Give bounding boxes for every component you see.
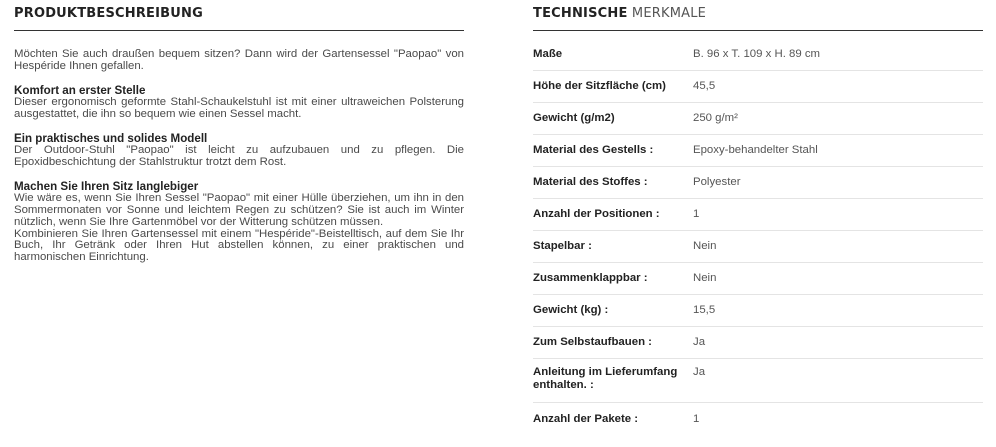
spec-label: Anzahl der Positionen : [533, 208, 660, 220]
spec-label: Maße [533, 48, 563, 60]
spec-label: Zum Selbstaufbauen : [533, 336, 652, 348]
spec-value: 250 g/m² [693, 112, 738, 124]
product-description-title: PRODUKTBESCHREIBUNG [14, 6, 203, 21]
description-block-text: Der Outdoor-Stuhl "Paopao" ist leicht zu aufzubauen und zu pflegen. Die Epoxidbeschichtung der Stahlstruktur trotzt dem Rost. [14, 144, 464, 168]
description-block-title: Komfort an erster Stelle [14, 83, 146, 97]
spec-row-stackable [533, 231, 983, 263]
spec-row-instructions-included [533, 359, 983, 403]
spec-label: Stapelbar : [533, 240, 592, 252]
description-block-title: Ein praktisches und solides Modell [14, 131, 208, 145]
spec-value: B. 96 x T. 109 x H. 89 cm [693, 48, 821, 60]
spec-value: 45,5 [693, 80, 716, 92]
spec-value: Ja [693, 366, 706, 378]
specs-table [533, 39, 983, 435]
spec-value: Nein [693, 240, 717, 252]
spec-row-positions [533, 199, 983, 231]
description-block-comfort [14, 85, 464, 121]
spec-row-dimensions [533, 39, 983, 71]
spec-label: Gewicht (kg) : [533, 304, 609, 316]
spec-value: 15,5 [693, 304, 716, 316]
technical-specs-heading [533, 0, 983, 31]
product-description-section [14, 0, 464, 264]
product-description-heading [14, 0, 464, 31]
spec-row-package-count [533, 403, 983, 435]
spec-value: Epoxy-behandelter Stahl [693, 144, 818, 156]
spec-label: Anzahl der Pakete : [533, 412, 639, 425]
spec-value: Polyester [693, 176, 741, 188]
description-block-text-2: Kombinieren Sie Ihren Gartensessel mit einem "Hespéride"-Beistelltisch, auf dem Sie Ihr Buch, Ihr Getränk oder Ihren Hut abstellen können, zu einer praktischen und harmonischen Einrichtung. [14, 227, 464, 264]
spec-label: Gewicht (g/m2) [533, 112, 615, 124]
technical-specs-section [533, 0, 983, 435]
spec-value: 1 [693, 208, 700, 220]
spec-label: Höhe der Sitzfläche (cm) [533, 80, 666, 92]
description-block-durability [14, 181, 464, 264]
spec-label: Material des Stoffes : [533, 176, 648, 188]
spec-value: 1 [693, 412, 700, 425]
spec-label: Zusammenklappbar : [533, 272, 648, 284]
spec-row-seat-height [533, 71, 983, 103]
spec-row-foldable [533, 263, 983, 295]
spec-row-fabric-weight [533, 103, 983, 135]
technical-specs-title-strong: TECHNISCHE [533, 6, 628, 21]
description-block-text: Wie wäre es, wenn Sie Ihren Sessel "Paopao" mit einer Hülle überziehen, um ihn in den Sommermonaten vor Sonne und leichtem Regen zu schützen? Sie ist auch im Winter nützlich, wenn Sie Ihre Gartenmöbel vor der Witterung schützen müssen. [14, 192, 464, 228]
spec-row-self-assembly [533, 327, 983, 359]
spec-row-fabric-material [533, 167, 983, 199]
spec-row-frame-material [533, 135, 983, 167]
spec-label: Anleitung im Lieferumfang enthalten. : [533, 366, 678, 391]
description-block-text: Dieser ergonomisch geformte Stahl-Schaukelstuhl ist mit einer ultraweichen Polsterung ausgestattet, die ihn so bequem wie einen Sessel macht. [14, 96, 464, 120]
spec-label: Material des Gestells : [533, 144, 654, 156]
description-block-title: Machen Sie Ihren Sitz langlebiger [14, 179, 199, 193]
description-intro: Möchten Sie auch draußen bequem sitzen? Dann wird der Gartensessel "Paopao" von Hespéride Ihnen gefallen. [14, 48, 464, 72]
description-block-practical [14, 133, 464, 169]
technical-specs-title-light: MERKMALE [631, 6, 707, 21]
spec-value: Nein [693, 272, 717, 284]
spec-value: Ja [693, 336, 706, 348]
spec-row-weight [533, 295, 983, 327]
